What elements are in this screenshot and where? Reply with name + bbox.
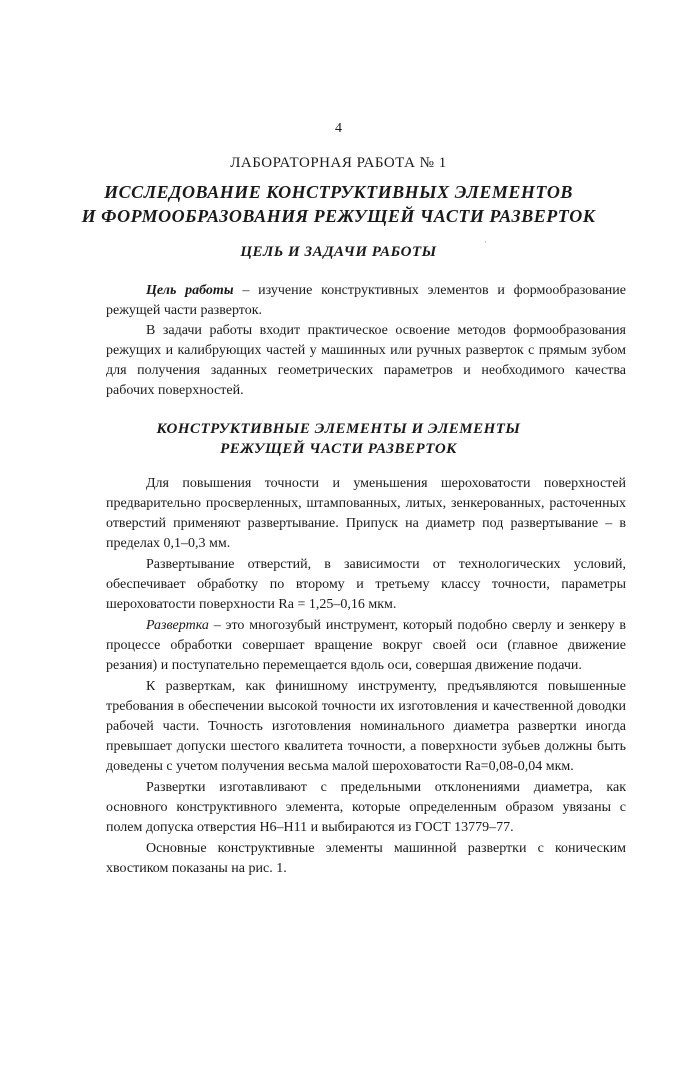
body-paragraph-5: Развертки изготавливают с предельными отклонениями диаметра, как основного конструктивного элемента, которые определенным образом увязаны с полем допуска отверстия Н6–Н11 и выбираются из ГОСТ 13779–77. [106, 780, 626, 835]
elements-heading-line-1: КОНСТРУКТИВНЫЕ ЭЛЕМЕНТЫ И ЭЛЕМЕНТЫ [156, 421, 521, 437]
goal-heading: ЦЕЛЬ И ЗАДАЧИ РАБОТЫ [240, 244, 437, 260]
goal-text: – изучение конструктивных элементов и формообразование режущей части разверток. [106, 283, 627, 318]
body-paragraph-4: К разверткам, как финишному инструменту, предъявляются повышенные требования в обеспечении высокой точности их изготовления и качественной доводки рабочей части. Точность изготовления номинального диаметра развертки иногда превышает допуски шестого квалитета точности, а поверхности зубьев должны быть доведены с учетом получения весьма малой шероховатости Ra=0,08-0,04 мкм. [106, 679, 626, 774]
elements-heading [0, 419, 677, 459]
body-paragraph-1: Для повышения точности и уменьшения шероховатости поверхностей предварительно просверленных, штампованных, литых, зенкерованных, расточенных отверстий применяют развертывание. Припуск на диаметр под развертывание – в пределах 0,1–0,3 мм. [106, 476, 626, 551]
body-paragraph-2: Развертывание отверстий, в зависимости от технологических условий, обеспечивает обработку по второму и третьему классу точности, параметры шероховатости поверхности Ra = 1,25–0,16 мкм. [106, 557, 626, 612]
reamer-term: Развертка [146, 618, 209, 633]
goal-term: Цель работы [146, 283, 234, 298]
elements-heading-line-2: РЕЖУЩЕЙ ЧАСТИ РАЗВЕРТОК [220, 441, 457, 457]
main-title [0, 180, 677, 228]
body-paragraph-6: Основные конструктивные элементы машинной развертки с коническим хвостиком показаны на рис. 1. [106, 841, 626, 876]
tasks-paragraph: В задачи работы входит практическое освоение методов формообразования режущих и калибрующих частей у машинных или ручных разверток с прямым зубом для получения заданных геометрических параметров и необходимого качества рабочих поверхностей. [106, 323, 626, 398]
main-title-line-1: ИССЛЕДОВАНИЕ КОНСТРУКТИВНЫХ ЭЛЕМЕНТОВ [104, 182, 573, 202]
body-section [106, 474, 626, 879]
lab-title: ЛАБОРАТОРНАЯ РАБОТА № 1 [230, 155, 447, 171]
reamer-definition: – это многозубый инструмент, который подобно сверлу и зенкеру в процессе обработки совершает вращение вокруг своей оси (главное движение резания) и поступательно перемещается вдоль оси, совершая движение подачи. [106, 618, 626, 673]
goal-section [106, 281, 626, 401]
main-title-line-2: И ФОРМООБРАЗОВАНИЯ РЕЖУЩЕЙ ЧАСТИ РАЗВЕРТОК [81, 206, 596, 226]
goal-paragraph [106, 281, 626, 321]
page-number: 4 [335, 121, 342, 136]
scan-mark: ˈ [484, 240, 488, 251]
body-paragraph-3 [106, 616, 626, 676]
